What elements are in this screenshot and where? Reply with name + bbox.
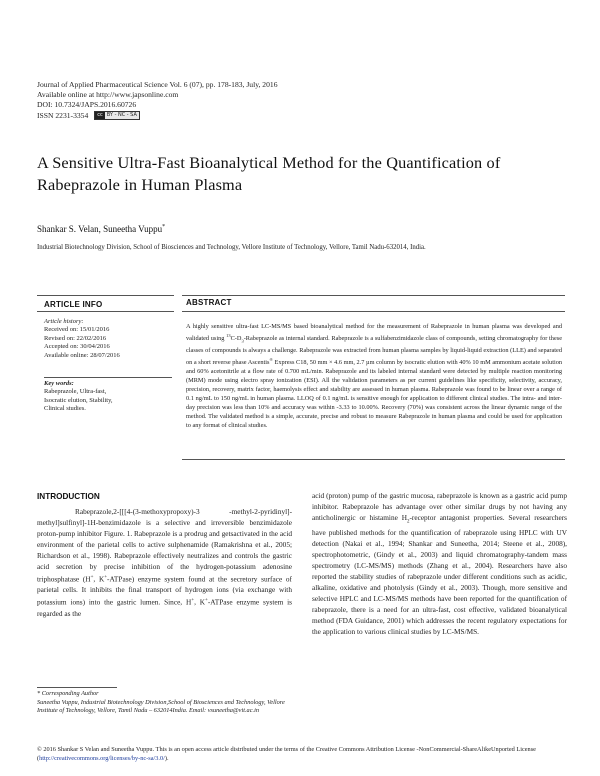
cc-license-badge[interactable] <box>94 111 140 120</box>
article-info-top-rule <box>37 295 174 296</box>
intro-right-text-b: -receptor antagonist properties. Several researchers have published methods for the quantification of rabeprazole using HPLC with UV detection (Nakai et al., 1994; Shankar and Suneetha, 2014; Steene et al., 2008), spectrophotometric, (Gindy et al., 2003) and liquid chromatography-tandem mass spectrometry (LC-MS/MS) methods (Zhang et al., 2004). Researchers have also reported the stability studies of rabeprazole under different conditions such as acidic, alkaline, oxidative and photolysis (Gindy et al., 2003). Though, more sensitive and selective HPLC and LC-MS/MS methods have been reported for the quantification of rabeprazole, there is a need for an ultra-fast, cost effective, validated bioanalytical method (FDA Guidance, 2001) which addresses the recent regulatory expectations for the application to various clinical studies by LC-MS/MS. <box>312 513 568 637</box>
author-list <box>37 224 165 234</box>
intro-left-text-a: Rabeprazole,2-[[[4-(3-methoxypropoxy)-3 -methyl-2-pyridinyl]-methyl]sulfinyl]-1H-benzimidazole is a selective and irreversible benzimidazole proton-pump inhibitor Figure. 1. Rabeprazole is a prodrug and getsactivated in the acid environment of the parietal cells to active sulphenamide (Ramakrishna et al., 2005; Richardson et al., 1998). Rabeprazole effectively neutralizes and controls the gastric acid secretion by precise inhibition of the hydrogen-potassium adenosine triphosphatase (H <box>37 507 292 584</box>
cc-logo-icon: cc <box>97 112 103 119</box>
keywords-box <box>44 377 172 414</box>
journal-header <box>37 80 278 121</box>
keywords-line-1: Rabeprazole, Ultra-fast, <box>44 388 107 396</box>
abstract-bottom-rule <box>182 459 565 460</box>
author-affiliation: Industrial Biotechnology Division, School of Biosciences and Technology, Vellore Institute of Technology, Vellore, Tamil Nadu-632014, India. <box>37 244 426 251</box>
footnote-rule <box>37 687 117 688</box>
intro-left-text-e: -ATPase enzyme system is regarded as the <box>37 597 292 618</box>
isotope-subscript: 3 <box>241 338 244 344</box>
intro-left-text-c: -ATPase) enzyme system found at the secretory surface of parietal cells. It inhibits the final transport of hydrogen ions (via exchange with potassium ions) into the gastric lumen. Since, H <box>37 574 292 607</box>
intro-left-text-b: , K <box>93 574 105 584</box>
license-text: © 2016 Shankar S Velan and Suneetha Vuppu. This is an open access article distributed under the terms of the Creative Commons Attribution License -NonCommercial-ShareAlikeUnported License ( <box>37 746 536 762</box>
intro-right-text-a: acid (proton) pump of the gastric mucosa, rabeprazole is known as a gastric acid pump inhibitor. Rabeprazole has advantage over other similar drugs by not having any anticholinergic or histamine H <box>312 491 567 522</box>
abstract-part-2: -Rabeprazole as internal standard. Rabeprazole is a sulfabenzimidazole class of compounds, setting chromatography for these classes of compounds is always a challenge. Rabeprazole was extracted from human plasma samples by liquid-liquid extraction (LLE) and separated on a short reverse phase Ascentis <box>186 335 562 366</box>
registered-mark: ® <box>269 356 273 362</box>
history-available-online: Available online: 28/07/2016 <box>44 351 120 359</box>
potassium-ion-charge: + <box>104 575 108 580</box>
history-label: Article history: <box>44 318 84 325</box>
intro-left-text-d: , K <box>194 597 206 607</box>
introduction-heading: INTRODUCTION <box>37 492 100 501</box>
journal-issn: ISSN 2231-3354 <box>37 110 89 120</box>
abstract-top-rule <box>182 295 565 296</box>
isotope-label: C-D <box>230 335 242 343</box>
history-received: Received on: 15/01/2016 <box>44 326 110 334</box>
isotope-mass-number: 13 <box>226 333 231 339</box>
hydrogen-ion-charge-2: + <box>191 598 195 604</box>
h2-subscript: 2 <box>406 519 410 525</box>
abstract-body <box>186 322 562 430</box>
issn-row <box>37 111 278 121</box>
article-info-heading: ARTICLE INFO <box>44 300 103 309</box>
footnote-label: * Corresponding Author <box>37 690 99 697</box>
introduction-left-column <box>37 506 292 619</box>
keywords-label: Key words: <box>44 380 74 387</box>
potassium-ion-charge-2: + <box>205 598 208 604</box>
license-link[interactable]: http://creativecommons.org/licenses/by-nc-sa/3.0/ <box>39 755 165 762</box>
journal-citation: Journal of Applied Pharmaceutical Science Vol. 6 (07), pp. 178-183, July, 2016 <box>37 80 278 89</box>
journal-available-online: Available online at http://www.japsonline.com <box>37 90 179 100</box>
article-info-bottom-rule <box>37 311 174 312</box>
corresponding-author-footnote <box>37 690 292 716</box>
history-revised: Revised on: 22/02/2016 <box>44 334 107 342</box>
journal-doi: DOI: 10.7324/JAPS.2016.60726 <box>37 100 137 110</box>
history-accepted: Accepted on: 30/04/2016 <box>44 343 110 351</box>
corresponding-author-mark: * <box>162 224 166 230</box>
author-names: Shankar S. Velan, Suneetha Vuppu <box>37 224 163 234</box>
keywords-line-3: Clinical studies. <box>44 405 86 413</box>
hydrogen-ion-charge: + <box>90 575 94 580</box>
keywords-line-2: Isocratic elution, Stability, <box>44 396 113 404</box>
license-end: ). <box>164 755 169 762</box>
abstract-heading: ABSTRACT <box>186 298 232 307</box>
abstract-part-1: A highly sensitive ultra-fast LC-MS/MS based bioanalytical method for the measurement of Rabeprazole in human plasma was developed and validated using <box>186 323 562 343</box>
abstract-heading-rule <box>182 311 565 312</box>
cc-by-label: BY - NC - SA <box>106 112 137 119</box>
introduction-right-column <box>312 490 567 637</box>
article-history <box>44 318 172 360</box>
footnote-text: Suneetha Vuppu, Industrial Biotechnology Division,School of Biosciences and Technology, Vellore Institute of Technology, Vellore, Tamil Nadu – 632014India. Email: vsuneetha@vit.ac.in <box>37 698 285 715</box>
article-title: A Sensitive Ultra-Fast Bioanalytical Method for the Quantification of Rabeprazole in Human Plasma <box>37 153 501 194</box>
license-notice <box>37 745 572 763</box>
abstract-part-3: Express C18, 50 mm × 4.6 mm, 2.7 µm column by isocratic elution with 40% 10 mM ammonium acetate solution and 60% acetonitrile at a flow rate of 0.700 mL/min. Rabeprazole and its labeled internal standard were detected by multiple reaction monitoring (MRM) mode using electro spray ionization (ESI). All the validation parameters as per current guidelines like specificity, selectivity, accuracy, precision, recovery, matrix factor, haemolysis effect and stability are assessed in human plasma. Rabeprazole was found to be linear over a range of 0.1 ng/mL to 150 ng/mL in human plasma. LLOQ of 0.1 ng/mL is sensitive enough for application to different clinical studies. The intra- and inter-day precision was less than 10% and accuracy was within -3.33 to 10.00%. Recovery (70%) was consistent across the linear dynamic range of the method. The validated method is a simple, accurate, precise and robust to measure Rabeprazole in human plasma and could be used for application to any format of clinical studies. <box>186 358 562 430</box>
